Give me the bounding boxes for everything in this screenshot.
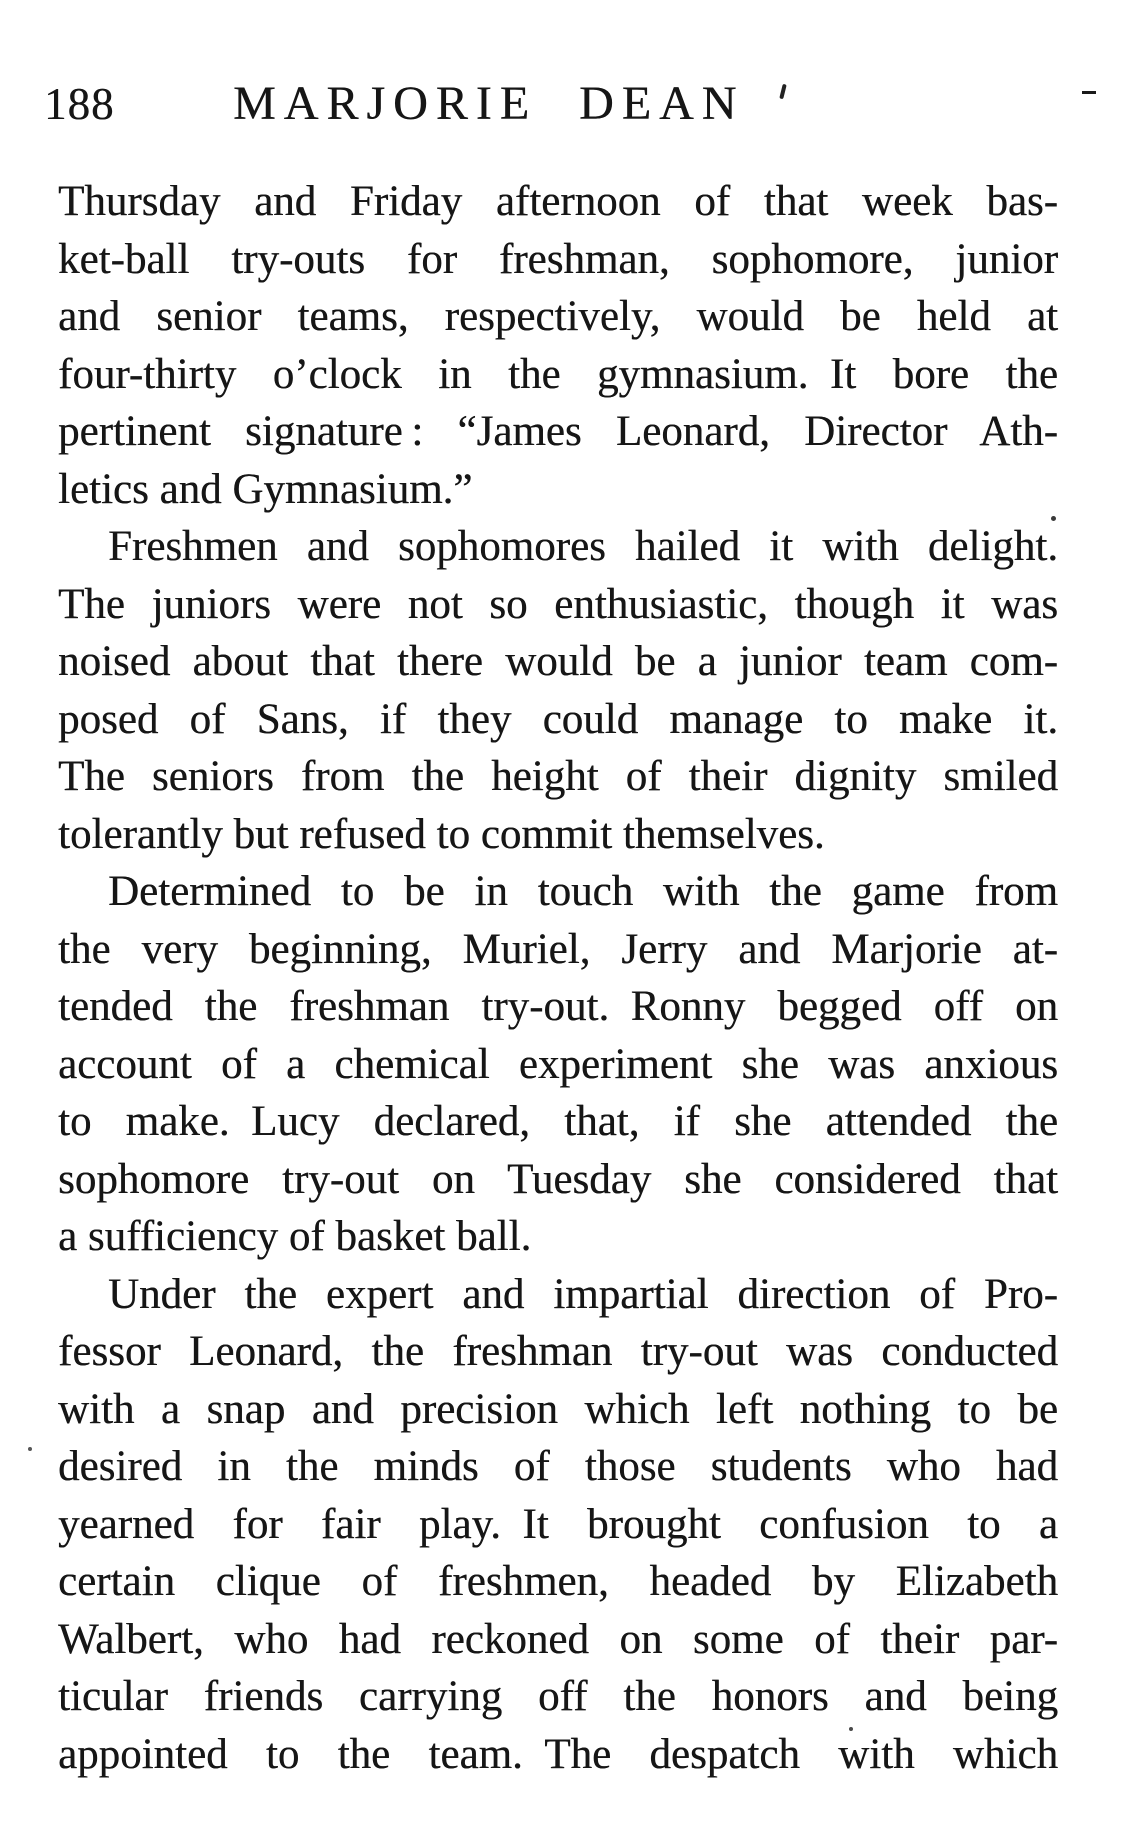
text-line: letics and Gymnasium.”	[58, 465, 473, 513]
running-title: MARJORIE DEAN	[233, 77, 745, 130]
text-line: fessor Leonard, the freshman try-out was conducted	[58, 1328, 1058, 1375]
text-line: pertinent signature : “James Leonard, Director Ath-	[58, 408, 1058, 455]
text-line: The juniors were not so enthusiastic, though it was	[58, 580, 1058, 628]
text-line: four-thirty o’clock in the gymnasium. It bore the	[58, 350, 1058, 398]
text-line: posed of Sans, if they could manage to make it.	[58, 695, 1058, 743]
text-line: Determined to be in touch with the game from	[108, 868, 1058, 915]
text-line: yearned for fair play. It brought confusion to a	[58, 1500, 1058, 1548]
text-line: Under the expert and impartial direction of Pro-	[108, 1270, 1058, 1318]
text-line: certain clique of freshmen, headed by Elizabeth	[58, 1558, 1058, 1605]
paragraph	[58, 173, 1058, 518]
paragraph	[58, 863, 1058, 1266]
text-line: appointed to the team. The despatch with which	[58, 1730, 1058, 1778]
scan-artifact-dash	[1082, 91, 1096, 94]
text-line: Walbert, who had reckoned on some of their par-	[58, 1615, 1058, 1663]
text-line: the very beginning, Muriel, Jerry and Marjorie at-	[58, 925, 1058, 973]
text-line: tended the freshman try-out. Ronny begged off on	[58, 983, 1058, 1030]
text-line: Freshmen and sophomores hailed it with delight.	[108, 523, 1058, 570]
text-line: sophomore try-out on Tuesday she considered that	[58, 1155, 1058, 1203]
text-block	[58, 173, 1058, 1783]
text-line: The seniors from the height of their dignity smiled	[58, 753, 1058, 800]
paragraph	[58, 518, 1058, 863]
text-line: and senior teams, respectively, would be held at	[58, 293, 1058, 340]
text-line: desired in the minds of those students who had	[58, 1443, 1058, 1490]
paragraph	[58, 1266, 1058, 1784]
scan-artifact-dot	[28, 1447, 32, 1451]
text-line: with a snap and precision which left nothing to be	[58, 1385, 1058, 1433]
text-line: account of a chemical experiment she was anxious	[58, 1040, 1058, 1088]
text-line: to make. Lucy declared, that, if she attended the	[58, 1098, 1058, 1145]
text-line: ket-ball try-outs for freshman, sophomore, junior	[58, 235, 1058, 283]
text-line: tolerantly but refused to commit themselves.	[58, 810, 825, 858]
scan-artifact-tick	[779, 84, 787, 100]
text-line: ticular friends carrying off the honors and being	[58, 1673, 1058, 1720]
text-line: Thursday and Friday afternoon of that week bas-	[58, 178, 1058, 225]
page-number: 188	[44, 79, 115, 129]
text-line: noised about that there would be a junior team com-	[58, 638, 1058, 685]
text-line: a sufficiency of basket ball.	[58, 1213, 532, 1260]
